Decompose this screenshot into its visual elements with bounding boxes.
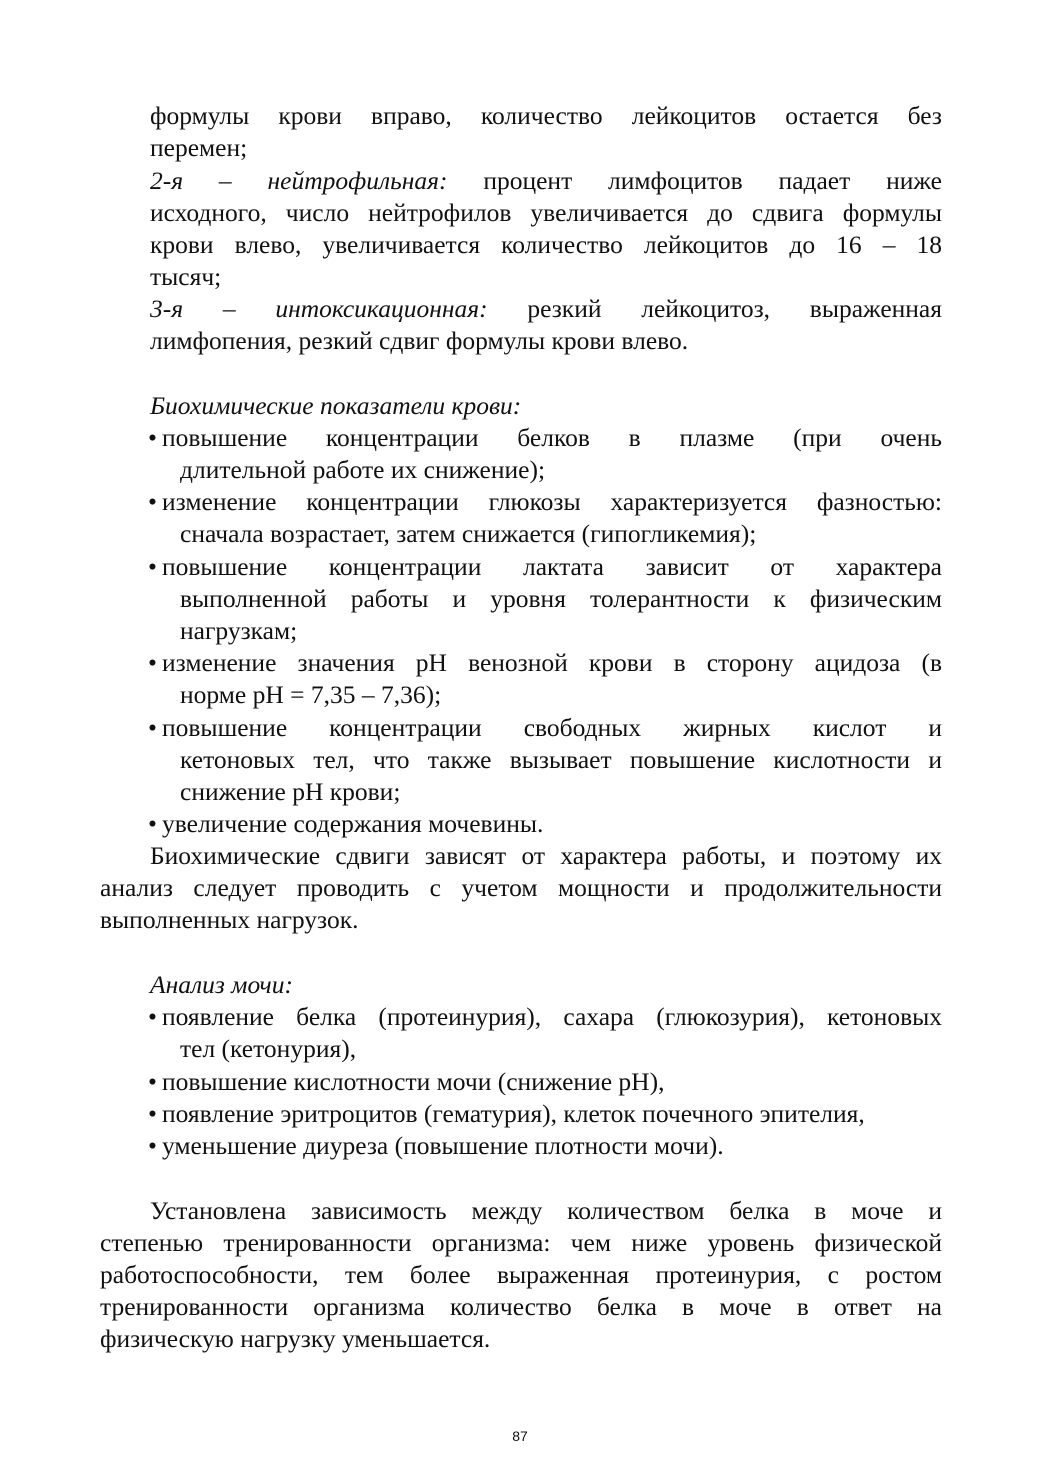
stage3-line2: лимфопения, резкий сдвиг формулы крови влево. xyxy=(150,326,689,355)
biochem-item-6-line1: увеличение содержания мочевины. xyxy=(162,809,544,838)
stage2-name: нейтрофильная: xyxy=(267,166,448,195)
stage2-line2: исходного, число нейтрофилов увеличивается до сдвига формулы xyxy=(150,198,942,227)
conclusion-line2: степенью тренированности организма: чем ниже уровень физической xyxy=(100,1228,942,1257)
stage3-name: интоксикационная: xyxy=(275,294,488,323)
biochem-item-4-line2: норме рН = 7,35 – 7,36); xyxy=(180,680,442,709)
conclusion-line5: физическую нагрузку уменьшается. xyxy=(100,1324,491,1353)
bullet-icon: • xyxy=(148,1099,157,1128)
biochem-heading: Биохимические показатели крови: xyxy=(150,391,522,420)
biochem-item-4-line1: изменение значения рН венозной крови в сторону ацидоза (в xyxy=(162,648,942,677)
bullet-icon: • xyxy=(148,1002,157,1031)
stage3-line1 xyxy=(150,293,942,325)
stage2-number: 2-я – xyxy=(150,166,268,195)
stage2-line3: крови влево, увеличивается количество лейкоцитов до 16 – 18 xyxy=(150,230,942,259)
biochem-item-1-line1: повышение концентрации белков в плазме (при очень xyxy=(162,423,942,452)
urine-heading: Анализ мочи: xyxy=(150,970,293,999)
biochem-item-2-line1: изменение концентрации глюкозы характеризуется фазностью: xyxy=(162,487,942,516)
biochem-item-3-line1: повышение концентрации лактата зависит от характера xyxy=(162,552,942,581)
bullet-icon: • xyxy=(148,1067,157,1096)
biochem-item-5-line1: повышение концентрации свободных жирных кислот и xyxy=(162,713,942,742)
bullet-icon: • xyxy=(148,648,157,677)
conclusion-line4: тренированности организма количество белка в моче в ответ на xyxy=(100,1292,942,1321)
bullet-icon: • xyxy=(148,713,157,742)
stage2-text: процент лимфоцитов падает ниже xyxy=(447,166,942,195)
urine-item-4-line1: уменьшение диуреза (повышение плотности мочи). xyxy=(162,1131,724,1160)
biochem-para-line3: выполненных нагрузок. xyxy=(100,905,359,934)
urine-item-1-line2: тел (кетонурия), xyxy=(180,1034,357,1063)
page-number: 87 xyxy=(512,1428,528,1444)
biochem-item-1-line2: длительной работе их снижение); xyxy=(180,455,546,484)
stage1-text-line1: формулы крови вправо, количество лейкоцитов остается без xyxy=(150,101,942,130)
bullet-icon: • xyxy=(148,1131,157,1160)
urine-item-2-line1: повышение кислотности мочи (снижение рН), xyxy=(162,1067,665,1096)
biochem-para-line1: Биохимические сдвиги зависят от характера работы, и поэтому их xyxy=(150,841,942,870)
stage2-line1 xyxy=(150,165,942,197)
bullet-icon: • xyxy=(148,809,157,838)
biochem-item-5-line3: снижение рН крови; xyxy=(180,777,401,806)
stage2-line4: тысяч; xyxy=(150,262,222,291)
stage1-text-line2: перемен; xyxy=(150,133,248,162)
biochem-item-3-line3: нагрузкам; xyxy=(180,616,298,645)
urine-item-3-line1: появление эритроцитов (гематурия), клеток почечного эпителия, xyxy=(162,1099,865,1128)
bullet-icon: • xyxy=(148,552,157,581)
bullet-icon: • xyxy=(148,487,157,516)
biochem-item-3-line2: выполненной работы и уровня толерантности к физическим xyxy=(180,584,942,613)
conclusion-line3: работоспособности, тем более выраженная протеинурия, с ростом xyxy=(100,1260,942,1289)
stage3-number: 3-я – xyxy=(150,294,276,323)
biochem-para-line2: анализ следует проводить с учетом мощности и продолжительности xyxy=(100,873,942,902)
conclusion-line1: Установлена зависимость между количеством белка в моче и xyxy=(150,1196,942,1225)
stage3-text: резкий лейкоцитоз, выраженная xyxy=(487,294,942,323)
biochem-item-2-line2: сначала возрастает, затем снижается (гипогликемия); xyxy=(180,519,757,548)
urine-item-1-line1: появление белка (протеинурия), сахара (глюкозурия), кетоновых xyxy=(162,1002,942,1031)
bullet-icon: • xyxy=(148,423,157,452)
biochem-item-5-line2: кетоновых тел, что также вызывает повышение кислотности и xyxy=(180,745,942,774)
